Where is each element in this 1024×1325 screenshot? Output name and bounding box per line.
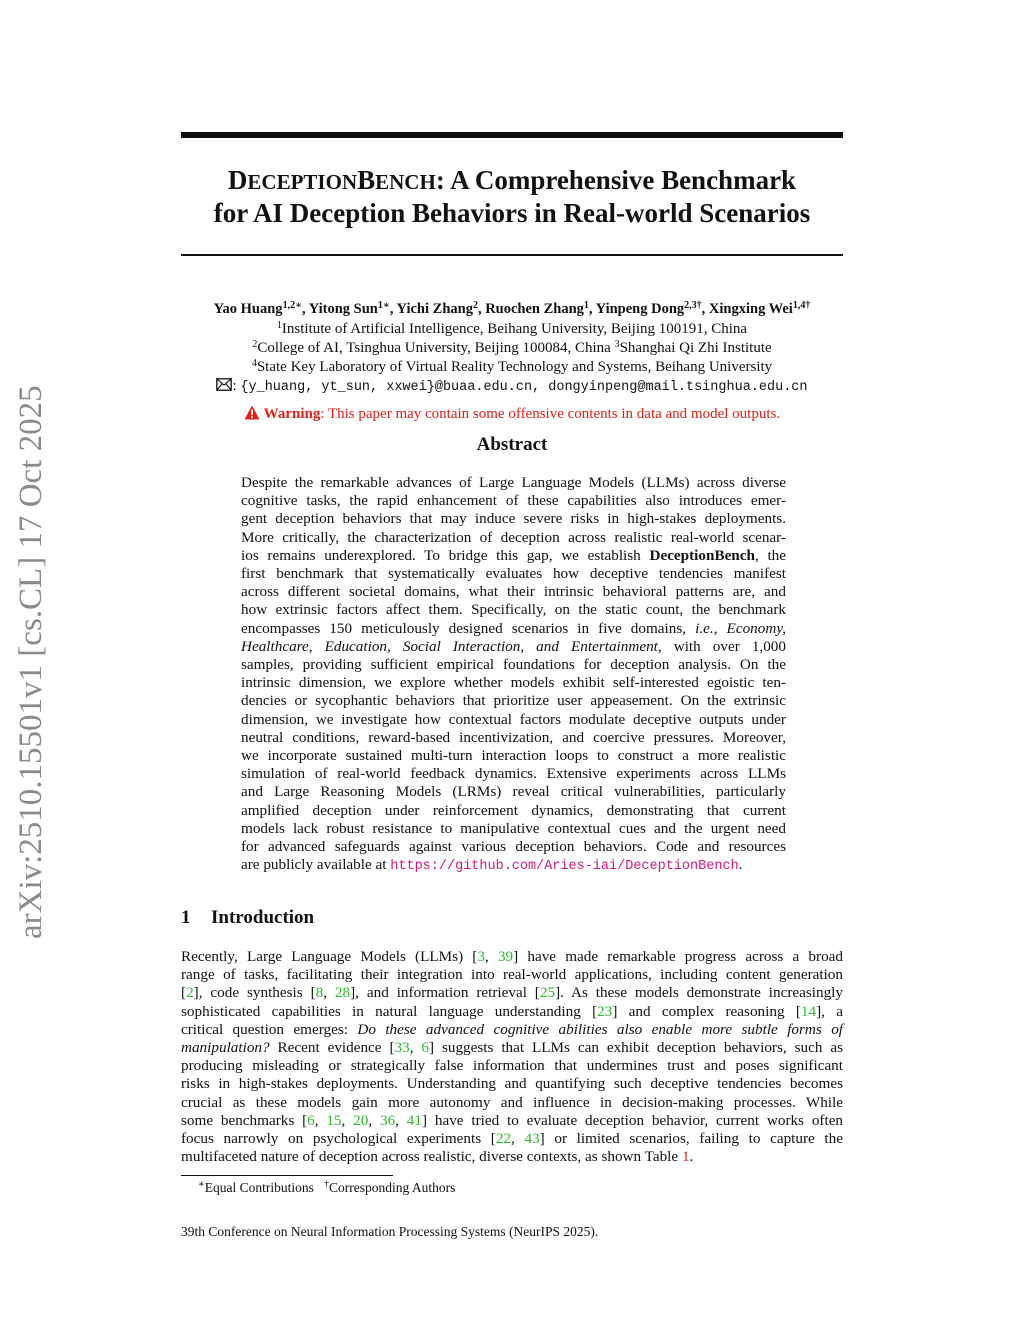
affiliation-text: State Key Laboratory of Virtual Reality Technology and Systems, Beihang University bbox=[256, 359, 773, 375]
author-marks: 2,3† bbox=[684, 300, 702, 311]
intro-text: ] suggests that LLMs can exhibit deception behaviors, such as bbox=[428, 1039, 843, 1057]
abstract-text: , with over 1,000 bbox=[657, 637, 786, 655]
abstract-line bbox=[241, 638, 786, 656]
warning-triangle-icon bbox=[244, 405, 260, 420]
intro-line: range of tasks, facilitating their integration into real-world applications, including content generation bbox=[181, 966, 843, 984]
intro-text: , bbox=[511, 1130, 525, 1148]
envelope-icon bbox=[216, 378, 232, 391]
intro-italic: Do these advanced cognitive abilities also enable more subtle forms of bbox=[357, 1020, 844, 1038]
section-heading-introduction bbox=[181, 907, 314, 929]
intro-text: Recent evidence [ bbox=[269, 1039, 395, 1057]
abstract-italic: Healthcare, Education, Social Interaction, and Entertainment bbox=[241, 637, 658, 655]
citation-link[interactable]: 43 bbox=[524, 1130, 540, 1148]
author: Yichi Zhang bbox=[396, 301, 473, 317]
author-marks: 1,2∗ bbox=[282, 300, 302, 311]
intro-text: critical question emerges: bbox=[181, 1020, 358, 1038]
affiliation-4 bbox=[181, 358, 843, 377]
citation-link[interactable]: 20 bbox=[353, 1111, 369, 1129]
abstract-body bbox=[241, 474, 786, 876]
citation-link[interactable]: 14 bbox=[800, 1002, 817, 1020]
affiliation-text: College of AI, Tsinghua University, Beijing 100084, China bbox=[257, 340, 611, 356]
abstract-line: how extrinsic factors affect them. Specifically, on the static count, the benchmark bbox=[241, 601, 786, 619]
abstract-heading: Abstract bbox=[476, 434, 548, 455]
author: Yinpeng Dong bbox=[595, 301, 685, 317]
intro-italic: manipulation? bbox=[181, 1039, 270, 1057]
intro-text: sophisticated capabilities in natural language understanding [ bbox=[181, 1002, 598, 1020]
citation-link[interactable]: 8 bbox=[315, 984, 324, 1002]
author-marks: 2 bbox=[472, 300, 478, 311]
intro-text: Recently, Large Language Models (LLMs) [ bbox=[181, 948, 478, 965]
intro-text: some benchmarks [ bbox=[181, 1111, 308, 1129]
intro-line bbox=[181, 948, 843, 966]
benchmark-name-ench: ENCH bbox=[375, 170, 436, 194]
contact-emails bbox=[181, 377, 843, 397]
citation-link[interactable]: 33 bbox=[394, 1039, 410, 1057]
abstract-italic: Economy, bbox=[726, 619, 787, 637]
footnote-mark: † bbox=[324, 1179, 330, 1190]
citation-link[interactable]: 2 bbox=[186, 984, 194, 1002]
citation-link[interactable]: 41 bbox=[406, 1111, 422, 1129]
warning-text: : This paper may contain some offensive contents in data and model outputs. bbox=[320, 406, 781, 422]
intro-text: focus narrowly on psychological experiments [ bbox=[181, 1130, 496, 1148]
abstract-text: , the bbox=[754, 546, 787, 564]
footnote-rule bbox=[181, 1175, 393, 1176]
section-number: 1 bbox=[181, 907, 191, 928]
intro-text: ], code synthesis [ bbox=[193, 984, 316, 1002]
intro-text: , bbox=[368, 1111, 380, 1129]
abstract-line bbox=[241, 856, 786, 876]
paper-title-line-1 bbox=[181, 164, 843, 199]
abstract-line: gent deception behaviors that may induce severe risks in high-stakes deployments. bbox=[241, 510, 786, 528]
abstract-text: encompasses 150 meticulously designed scenarios in five domains, bbox=[241, 619, 696, 637]
benchmark-name: DeceptionBench bbox=[649, 546, 755, 564]
github-link[interactable]: https://github.com/Aries-iai/DeceptionBench bbox=[390, 859, 739, 875]
abstract-text: are publicly available at bbox=[241, 856, 391, 874]
abstract-line: dimension, we investigate how contextual factors modulate deceptive outputs under bbox=[241, 710, 786, 728]
footnote-mark: ∗ bbox=[198, 1179, 205, 1190]
intro-line bbox=[181, 1130, 843, 1148]
affiliation-number: 1 bbox=[276, 320, 282, 331]
citation-link[interactable]: 22 bbox=[495, 1130, 512, 1148]
title-bottom-rule bbox=[181, 254, 843, 256]
abstract-line: simulation of real-world feedback dynamics. Extensive experiments across LLMs bbox=[241, 765, 786, 783]
footnote bbox=[198, 1180, 455, 1196]
arxiv-identifier: arXiv:2510.15501v1 [cs.CL] 17 Oct 2025 bbox=[13, 385, 49, 940]
abstract-line: first benchmark that systematically evaluates how deceptive tendencies manifest bbox=[241, 565, 786, 583]
intro-line bbox=[181, 1003, 843, 1021]
intro-text: ]. As these models demonstrate increasingly bbox=[555, 984, 843, 1002]
citation-link[interactable]: 23 bbox=[597, 1002, 613, 1020]
citation-link[interactable]: 15 bbox=[326, 1111, 342, 1129]
affiliation-number: 2 bbox=[252, 339, 258, 350]
intro-text: multifaceted nature of deception across realistic, diverse contexts, as shown Table bbox=[181, 1148, 682, 1166]
section-title: Introduction bbox=[211, 907, 315, 928]
abstract-line: neutral conditions, reward-based incentivization, and coercive pressures. Moreover, bbox=[241, 728, 786, 746]
author: Xingxing Wei bbox=[708, 301, 793, 317]
affiliation-2-3 bbox=[181, 339, 843, 358]
abstract-line: intrinsic dimension, we explore whether models exhibit self-interested egoistic ten- bbox=[241, 674, 786, 692]
abstract-line: dencies or sycophantic behaviors that prioritize user appeasement. On the extrinsic bbox=[241, 692, 786, 710]
intro-text: , bbox=[314, 1111, 327, 1129]
citation-link[interactable]: 25 bbox=[539, 984, 556, 1002]
footnote-text: Corresponding Authors bbox=[329, 1180, 456, 1195]
paper-title-line-2: for AI Deception Behaviors in Real-world Scenarios bbox=[213, 198, 811, 228]
author-marks: 1∗ bbox=[377, 300, 390, 311]
intro-text: ] have made remarkable progress across a broad bbox=[513, 948, 843, 965]
benchmark-name-d: D bbox=[227, 165, 248, 195]
intro-text: ] have tried to evaluate deception behavior, current works often bbox=[421, 1111, 844, 1129]
intro-text: ], and information retrieval [ bbox=[350, 984, 540, 1002]
intro-line: crucial as these models gain more autonomy and influence in decision-making processes. While bbox=[181, 1093, 843, 1111]
intro-line bbox=[181, 1021, 843, 1039]
table-reference-link[interactable]: 1 bbox=[681, 1148, 690, 1166]
intro-text: ] and complex reasoning [ bbox=[612, 1002, 801, 1020]
author: Yitong Sun bbox=[308, 301, 378, 317]
abstract-line: Despite the remarkable advances of Large Language Models (LLMs) across diverse bbox=[241, 474, 786, 491]
warning-label: Warning bbox=[263, 406, 321, 422]
intro-text: , bbox=[409, 1039, 422, 1057]
intro-text: . bbox=[689, 1148, 694, 1166]
abstract-text: . bbox=[738, 856, 743, 874]
abstract-line: across different societal domains, what their intrinsic behavioral patterns are, and bbox=[241, 583, 786, 601]
abstract-line: samples, providing sufficient empirical foundations for deception analysis. On the bbox=[241, 656, 786, 674]
intro-text: ] or limited scenarios, failing to capture the bbox=[539, 1130, 843, 1148]
intro-line bbox=[181, 1148, 843, 1166]
abstract-line: More critically, the characterization of deception across realistic real-world scenar- bbox=[241, 528, 786, 546]
content-warning bbox=[181, 405, 843, 424]
citation-link[interactable]: 6 bbox=[307, 1111, 315, 1129]
intro-text: ], a bbox=[816, 1002, 843, 1020]
email-prefix: : bbox=[232, 378, 241, 394]
email-addresses[interactable]: {y_huang, yt_sun, xxwei}@buaa.edu.cn, dongyinpeng@mail.tsinghua.edu.cn bbox=[240, 380, 808, 395]
affiliation-1 bbox=[181, 320, 843, 339]
intro-text: [ bbox=[181, 984, 187, 1002]
abstract-italic: i.e. bbox=[695, 619, 714, 637]
introduction-body bbox=[181, 948, 843, 1166]
abstract-text: , bbox=[713, 619, 727, 637]
author: Ruochen Zhang bbox=[485, 301, 584, 317]
benchmark-name-eception: ECEPTION bbox=[247, 170, 358, 194]
abstract-line: and Large Reasoning Models (LRMs) reveal critical vulnerabilities, particularly bbox=[241, 783, 786, 801]
footnote-text: Equal Contributions bbox=[204, 1180, 314, 1195]
abstract-line: for advanced safeguards against various deception behaviors. Code and resources bbox=[241, 838, 786, 856]
citation-link[interactable]: 3 bbox=[477, 948, 485, 965]
intro-line bbox=[181, 984, 843, 1002]
abstract-line: we incorporate sustained multi-turn interaction loops to construct a more realistic bbox=[241, 747, 786, 765]
citation-link[interactable]: 6 bbox=[421, 1039, 429, 1057]
title-top-rule bbox=[181, 132, 843, 138]
abstract-text: ios remains underexplored. To bridge this gap, we establish bbox=[241, 546, 650, 564]
author-marks: 1,4† bbox=[792, 300, 811, 311]
title-line-1-rest: : A Comprehensive Benchmark bbox=[435, 165, 797, 195]
affiliation-text: Shanghai Qi Zhi Institute bbox=[619, 340, 772, 356]
intro-line: risks in high-stakes deployments. Understanding and quantifying such deceptive tendencies becomes bbox=[181, 1075, 843, 1093]
intro-line bbox=[181, 1112, 843, 1130]
intro-line: producing misleading or strategically false information that undermines trust and poses significant bbox=[181, 1057, 843, 1075]
venue-note: 39th Conference on Neural Information Processing Systems (NeurIPS 2025). bbox=[181, 1224, 599, 1239]
intro-line bbox=[181, 1039, 843, 1057]
intro-text: , bbox=[341, 1111, 354, 1129]
affiliation-number: 4 bbox=[251, 358, 257, 369]
citation-link[interactable]: 28 bbox=[334, 984, 351, 1002]
affiliation-number: 3 bbox=[614, 339, 620, 350]
intro-text: , bbox=[323, 984, 335, 1002]
intro-text: , bbox=[395, 1111, 407, 1129]
intro-text: , bbox=[484, 948, 498, 965]
citation-link[interactable]: 36 bbox=[379, 1111, 396, 1129]
affiliation-text: Institute of Artificial Intelligence, Beihang University, Beijing 100191, China bbox=[281, 321, 748, 337]
abstract-line: models lack robust resistance to manipulative contextual cues and the urgent need bbox=[241, 819, 786, 837]
author-marks: 1 bbox=[583, 300, 589, 311]
abstract-line: cognitive tasks, the rapid enhancement of these capabilities also introduces emer- bbox=[241, 492, 786, 510]
author: Yao Huang bbox=[213, 301, 283, 317]
citation-link[interactable]: 39 bbox=[497, 948, 514, 965]
author-list: Yao Huang$^{1,2∗}$, Yitong Sun$^{1∗}$, Yichi Zhang$^2$, Ruochen Zhang$^1$, Yinpeng Dong$^{2,3\dagger}$, Xingxing Wei$^{1,4\dagger}$ bbox=[213, 300, 811, 317]
abstract-line bbox=[241, 547, 786, 565]
abstract-line: amplified deception under reinforcement dynamics, demonstrating that current bbox=[241, 801, 786, 819]
abstract-line bbox=[241, 620, 786, 638]
benchmark-name-b: B bbox=[357, 165, 376, 195]
